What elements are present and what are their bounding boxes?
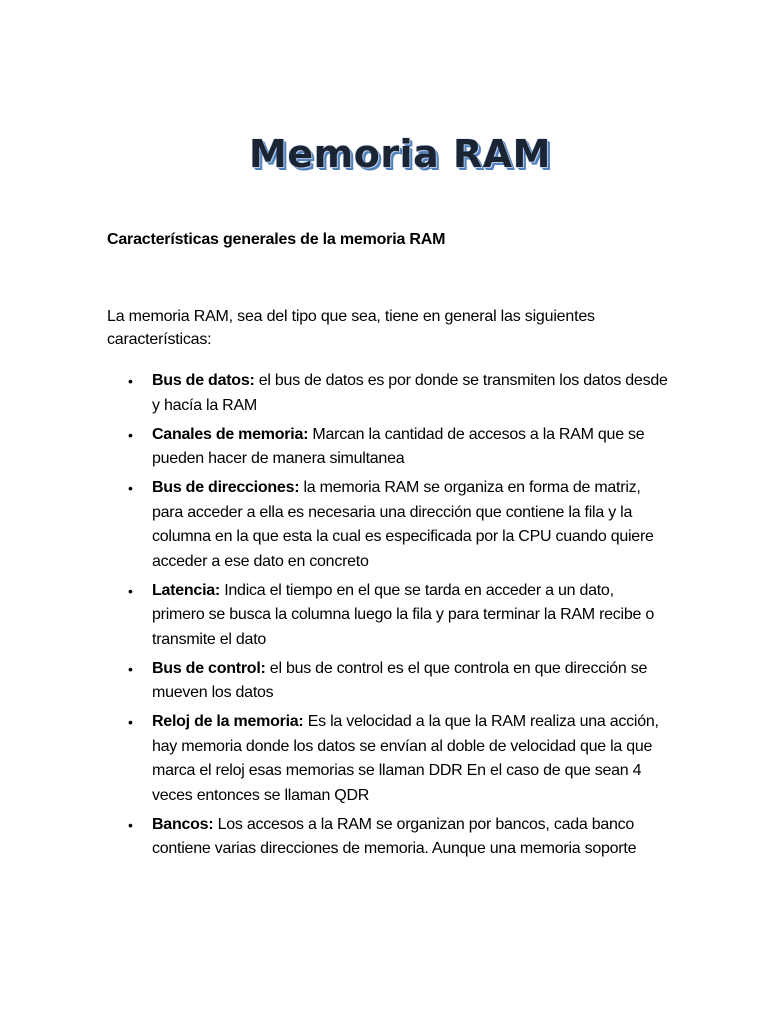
bullet-icon: •: [128, 582, 133, 599]
feature-term: Reloj de la memoria:: [152, 713, 304, 730]
intro-paragraph: La memoria RAM, sea del tipo que sea, tiene en general las siguientes características:: [107, 308, 595, 348]
bullet-icon: •: [128, 426, 133, 443]
feature-description: el bus de datos es por donde se transmiten los datos desde y hacía la RAM: [152, 372, 668, 414]
bullet-icon: •: [128, 660, 133, 677]
section-heading: Características generales de la memoria RAM: [107, 231, 446, 248]
feature-term: Bus de datos:: [152, 372, 255, 389]
feature-description: Los accesos a la RAM se organizan por bancos, cada banco contiene varias direcciones de memoria. Aunque una memoria soporte: [152, 815, 637, 857]
list-item: [128, 476, 668, 574]
document-title: Memoria RAM: [249, 132, 551, 176]
feature-description: Es la velocidad a la que la RAM realiza una acción, hay memoria donde los datos se envían al doble de velocidad que la que marca el reloj esas memorias se llaman DDR En el caso de que sean 4 veces entonces se llaman QDR: [152, 713, 659, 804]
feature-description: Indica el tiempo en el que se tarda en acceder a un dato, primero se busca la columna luego la fila y para terminar la RAM recibe o transmite el dato: [152, 581, 654, 648]
bullet-icon: •: [128, 480, 133, 496]
list-item: [128, 423, 668, 472]
feature-description: la memoria RAM se organiza en forma de matriz, para acceder a ella es necesaria una dirección que contiene la fila y la columna en la que esta la cual es especificada por la CPU cuando quiere acceder a ese dato en concreto: [152, 479, 654, 570]
list-item: [128, 579, 668, 653]
features-list: [128, 369, 668, 866]
feature-term: Bus de direcciones:: [152, 479, 300, 496]
feature-term: Latencia:: [152, 581, 220, 599]
bullet-icon: •: [128, 816, 133, 833]
list-item: [128, 710, 668, 808]
feature-term: Bus de control:: [152, 659, 266, 677]
feature-term: Canales de memoria:: [152, 425, 309, 443]
list-item: [128, 369, 668, 418]
feature-description: Marcan la cantidad de accesos a la RAM que se pueden hacer de manera simultanea: [152, 425, 645, 467]
feature-term: Bancos:: [152, 815, 214, 833]
bullet-icon: •: [128, 373, 133, 389]
feature-description: el bus de control es el que controla en que dirección se mueven los datos: [152, 659, 648, 701]
list-item: [128, 657, 668, 706]
bullet-icon: •: [128, 714, 133, 730]
list-item: [128, 813, 668, 862]
